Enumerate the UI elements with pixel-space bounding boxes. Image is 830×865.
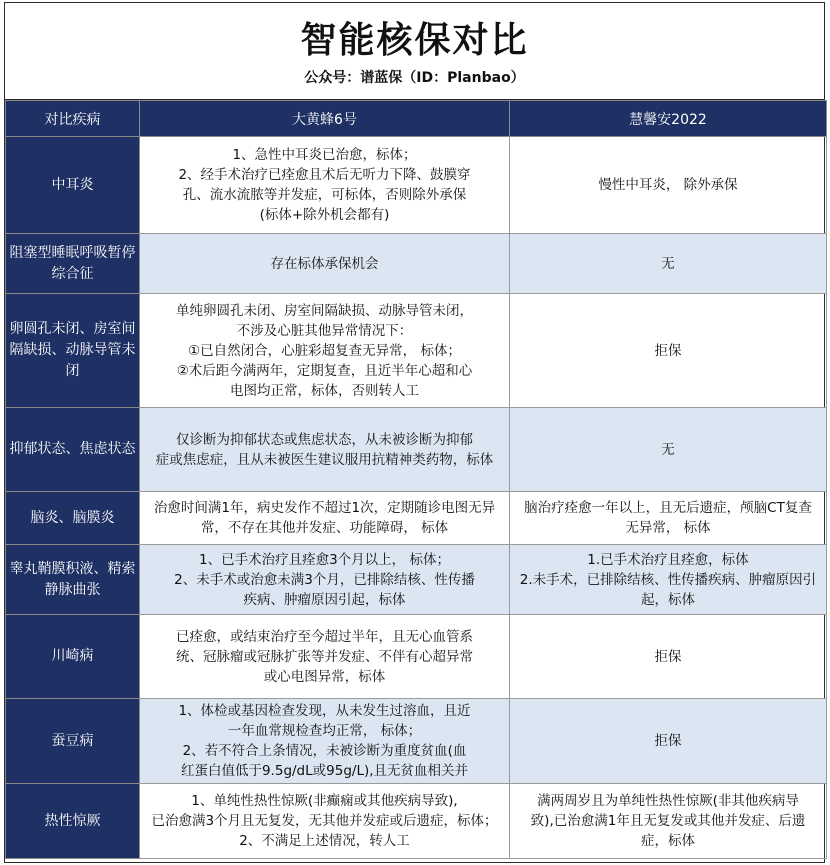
cell-text-line: 症或焦虑症，且从未被医生建议服用抗精神类药物，标体 bbox=[155, 451, 494, 468]
table-row bbox=[6, 784, 827, 859]
disease-cell bbox=[6, 699, 140, 784]
cell-text-line: 慢性中耳炎， 除外承保 bbox=[598, 177, 738, 193]
product-a-cell bbox=[140, 294, 510, 408]
cell-text-line: 2、若不符合上条情况，未被诊断为重度贫血(血 bbox=[182, 743, 467, 759]
cell-text-line: 无 bbox=[661, 255, 675, 272]
product-a-cell bbox=[140, 492, 510, 545]
cell-text-line: 2、不满足上述情况，转人工 bbox=[239, 833, 410, 849]
cell-text-line: 川崎病 bbox=[51, 648, 94, 664]
cell-text-line: 孔、流水流脓等并发症，可标体，否则除外承保 bbox=[182, 187, 467, 203]
cell-text-line: 中耳炎 bbox=[51, 176, 94, 193]
cell-text-line: 红蛋白值低于9.5g/dL或95g/L),且无贫血相关并 bbox=[180, 763, 469, 779]
product-b-cell bbox=[510, 545, 827, 615]
cell-text-line: 1.已手术治疗且痊愈，标体 bbox=[587, 551, 749, 568]
cell-text-line: 脑治疗痊愈一年以上，且无后遗症，颅脑CT复查 bbox=[524, 500, 812, 516]
cell-text-line: 2、经手术治疗已痊愈且术后无听力下降、鼓膜穿 bbox=[178, 167, 471, 183]
cell-text-line: 1、已手术治疗且痊愈3个月以上， 标体； bbox=[199, 551, 450, 568]
product-b-cell bbox=[510, 137, 827, 234]
product-b-cell bbox=[510, 294, 827, 408]
disease-cell bbox=[6, 294, 140, 408]
cell-text-line: 统、冠脉瘤或冠脉扩张等并发症、不伴有心超异常 bbox=[176, 648, 473, 665]
product-b-cell bbox=[510, 784, 827, 859]
cell-text-line: 脑炎、脑膜炎 bbox=[30, 509, 115, 526]
cell-text-line: 疾病、肿瘤原因引起，标体 bbox=[243, 591, 406, 608]
cell-text-line: 1、急性中耳炎已治愈，标体； bbox=[232, 147, 417, 163]
table-row bbox=[6, 294, 827, 408]
comparison-table bbox=[5, 100, 827, 859]
disease-cell bbox=[6, 784, 140, 859]
table-header-row bbox=[6, 101, 827, 137]
cell-text-line: 拒保 bbox=[654, 342, 682, 359]
product-a-cell bbox=[140, 699, 510, 784]
cell-text-line: 或心电图异常，标体 bbox=[263, 668, 386, 685]
table-row bbox=[6, 408, 827, 492]
cell-text-line: ①已自然闭合，心脏彩超复查无异常， 标体； bbox=[188, 342, 461, 359]
cell-text-line: 一年血常规检查均正常， 标体； bbox=[227, 723, 422, 739]
cell-text-line: 1、体检或基因检查发现，从未发生过溶血，且近 bbox=[178, 703, 471, 719]
product-a-cell bbox=[140, 137, 510, 234]
cell-text-line: 症，标体 bbox=[641, 833, 695, 849]
product-a-cell bbox=[140, 615, 510, 699]
product-a-cell bbox=[140, 545, 510, 615]
product-b-cell bbox=[510, 615, 827, 699]
cell-text-line: 治愈时间满1年，病史发作不超过1次，定期随诊电图无异 bbox=[153, 500, 496, 516]
table-row bbox=[6, 234, 827, 294]
cell-text-line: 闭 bbox=[65, 363, 80, 379]
disease-cell bbox=[6, 615, 140, 699]
disease-cell bbox=[6, 137, 140, 234]
page-title: 智能核保对比 bbox=[300, 20, 529, 61]
page-subtitle: 公众号：谱蓝保（ID：Planbao） bbox=[304, 70, 525, 86]
cell-text-line: 静脉曲张 bbox=[44, 581, 101, 598]
table-body bbox=[6, 137, 827, 859]
cell-text-line: ②术后距今满两年，定期复查，且近半年心超和心 bbox=[176, 362, 473, 379]
column-header-product-b: 慧馨安2022 bbox=[510, 101, 827, 137]
table-row bbox=[6, 137, 827, 234]
cell-text-line: 拒保 bbox=[654, 733, 682, 749]
product-b-cell bbox=[510, 234, 827, 294]
cell-text-line: 睾丸鞘膜积液、精索 bbox=[9, 560, 136, 577]
column-header-product-a: 大黄蜂6号 bbox=[140, 101, 510, 137]
cell-text-line: 已痊愈，或结束治疗至今超过半年，且无心血管系 bbox=[176, 628, 473, 645]
cell-text-line: 2.未手术，已排除结核、性传播疾病、肿瘤原因引 bbox=[519, 571, 817, 588]
cell-text-line: 单纯卵圆孔未闭、房室间隔缺损、动脉导管未闭， bbox=[176, 302, 473, 319]
cell-text-line: 隔缺损、动脉导管未 bbox=[9, 342, 136, 358]
cell-text-line: 不涉及心脏其他异常情况下： bbox=[236, 322, 413, 339]
disease-cell bbox=[6, 545, 140, 615]
cell-text-line: 起，标体 bbox=[641, 591, 695, 608]
cell-text-line: 热性惊厥 bbox=[44, 812, 101, 829]
product-b-cell bbox=[510, 699, 827, 784]
cell-text-line: 致),已治愈满1年且无复发或其他并发症、后遗 bbox=[530, 813, 806, 829]
disease-cell bbox=[6, 492, 140, 545]
cell-text-line: 抑郁状态、焦虑状态 bbox=[9, 441, 136, 457]
table-row bbox=[6, 545, 827, 615]
table-row bbox=[6, 699, 827, 784]
cell-text-line: 蚕豆病 bbox=[51, 732, 94, 749]
product-b-cell bbox=[510, 408, 827, 492]
cell-text-line: 已治愈满3个月且无复发，无其他并发症或后遗症，标体； bbox=[151, 813, 498, 829]
cell-text-line: 2、未手术或治愈未满3个月，已排除结核、性传播 bbox=[174, 571, 475, 588]
cell-text-line: 卵圆孔未闭、房室间 bbox=[9, 321, 136, 337]
product-b-cell bbox=[510, 492, 827, 545]
cell-text-line: 电图均正常，标体，否则转人工 bbox=[230, 382, 419, 399]
product-a-cell bbox=[140, 408, 510, 492]
cell-text-line: 阻塞型睡眠呼吸暂停 bbox=[9, 244, 136, 261]
cell-text-line: 拒保 bbox=[654, 648, 682, 665]
table-row bbox=[6, 492, 827, 545]
cell-text-line: 1、单纯性热性惊厥(非癫痫或其他疾病导致), bbox=[191, 793, 458, 809]
cell-text-line: 无 bbox=[661, 441, 675, 458]
cell-text-line: (标体+除外机会都有) bbox=[259, 207, 390, 223]
cell-text-line: 存在标体承保机会 bbox=[270, 255, 379, 272]
cell-text-line: 仅诊断为抑郁状态或焦虑状态，从未被诊断为抑郁 bbox=[176, 431, 473, 448]
column-header-disease: 对比疾病 bbox=[6, 101, 140, 137]
disease-cell bbox=[6, 234, 140, 294]
sheet-header bbox=[5, 3, 824, 100]
cell-text-line: 满两周岁且为单纯性热性惊厥(非其他疾病导 bbox=[537, 793, 799, 809]
table-row bbox=[6, 615, 827, 699]
disease-cell bbox=[6, 408, 140, 492]
product-a-cell bbox=[140, 234, 510, 294]
comparison-sheet bbox=[4, 2, 825, 863]
cell-text-line: 无异常， 标体 bbox=[625, 520, 711, 536]
product-a-cell bbox=[140, 784, 510, 859]
cell-text-line: 常，不存在其他并发症、功能障碍， 标体 bbox=[200, 520, 449, 536]
cell-text-line: 综合征 bbox=[51, 265, 94, 282]
